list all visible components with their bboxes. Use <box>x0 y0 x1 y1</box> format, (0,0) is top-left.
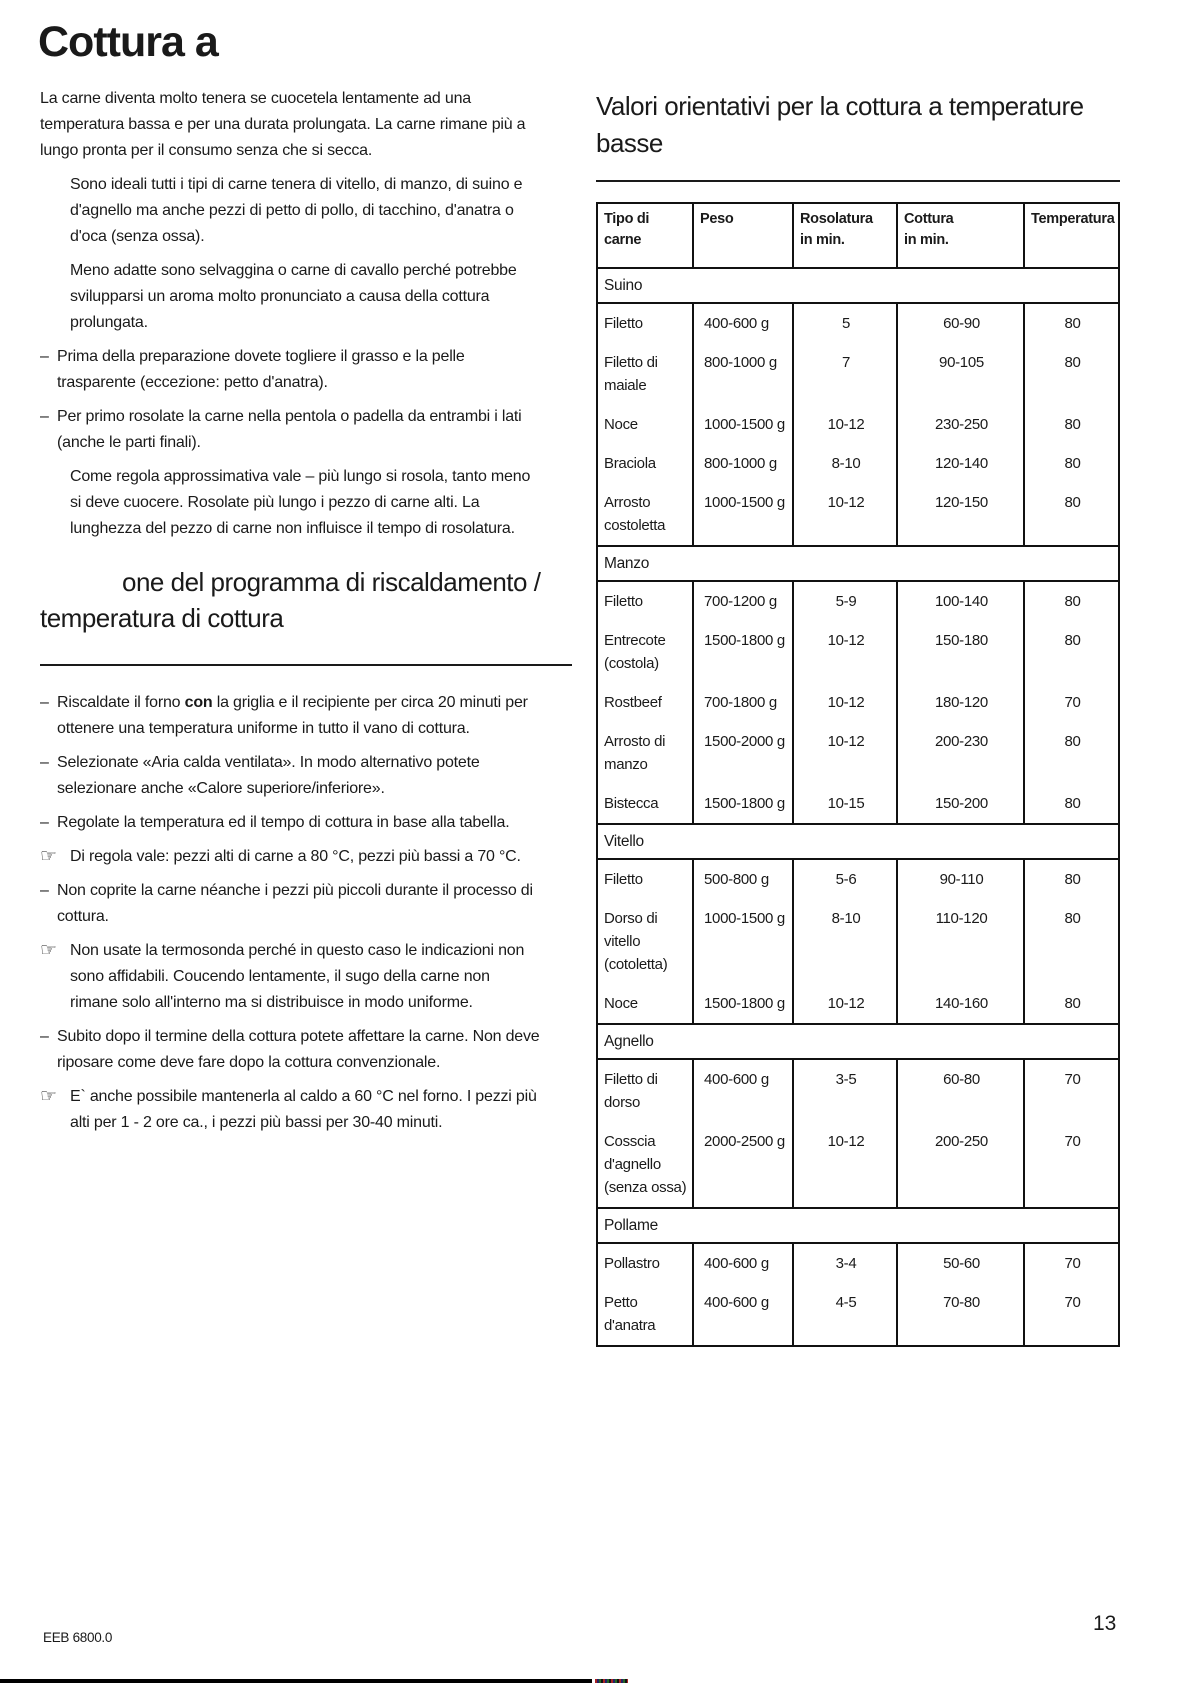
weight-cell: 400-600 g <box>693 1283 793 1346</box>
pointing-hand-icon: ☞ <box>40 846 57 867</box>
category-label: Manzo <box>597 546 1119 581</box>
left-column <box>40 86 540 1144</box>
dash-bullet: – <box>40 814 49 831</box>
list-item <box>40 750 540 802</box>
meat-type-cell: Arrosto costoletta <box>597 483 693 546</box>
paragraph: Come regola approssimativa vale – più lungo si rosola, tanto meno si deve cuocere. Rosolate più lungo i pezzo di carne alti. La lunghezza del pezzo di carne non influisce il tempo di rosolatura. <box>70 468 531 537</box>
table-row <box>597 405 1119 444</box>
table-category-row <box>597 268 1119 303</box>
section-title <box>40 564 572 666</box>
cooking-cell: 90-105 <box>897 343 1024 405</box>
table-category-row <box>597 824 1119 859</box>
paragraph: La carne diventa molto tenera se cuocetela lentamente ad una temperatura bassa e per una durata prolungata. La carne rimane più a lungo pronta per il consumo senza che si secca. <box>40 90 526 159</box>
dash-bullet: – <box>40 1028 49 1045</box>
category-label: Vitello <box>597 824 1119 859</box>
weight-cell: 500-800 g <box>693 859 793 899</box>
searing-cell: 10-12 <box>793 722 897 784</box>
meat-type-cell: Cosscia d'agnello (senza ossa) <box>597 1122 693 1208</box>
temperature-cell: 70 <box>1024 683 1119 722</box>
cooking-cell: 150-200 <box>897 784 1024 824</box>
list-item <box>40 344 540 396</box>
table-category-row <box>597 546 1119 581</box>
weight-cell: 400-600 g <box>693 1243 793 1283</box>
cooking-cell: 120-140 <box>897 444 1024 483</box>
temperature-cell: 80 <box>1024 581 1119 621</box>
dash-bullet: – <box>40 882 49 899</box>
searing-cell: 5-6 <box>793 859 897 899</box>
cooking-cell: 110-120 <box>897 899 1024 984</box>
list-item <box>40 690 540 742</box>
cooking-cell: 50-60 <box>897 1243 1024 1283</box>
weight-cell: 1500-1800 g <box>693 984 793 1024</box>
section-title-line2: temperatura di cottura <box>40 603 284 633</box>
cooking-cell: 140-160 <box>897 984 1024 1024</box>
table-row <box>597 483 1119 546</box>
list-item <box>40 878 540 930</box>
table-category-row <box>597 1208 1119 1243</box>
table-row <box>597 303 1119 343</box>
category-label: Pollame <box>597 1208 1119 1243</box>
cooking-cell: 90-110 <box>897 859 1024 899</box>
column-header: Peso <box>693 203 793 268</box>
table-category-row <box>597 1024 1119 1059</box>
list-item <box>40 1024 540 1076</box>
column-header: Rosolatura in min. <box>793 203 897 268</box>
weight-cell: 700-1200 g <box>693 581 793 621</box>
weight-cell: 1500-2000 g <box>693 722 793 784</box>
meat-type-cell: Arrosto di manzo <box>597 722 693 784</box>
searing-cell: 10-15 <box>793 784 897 824</box>
print-mark-bar <box>0 1679 592 1683</box>
meat-type-cell: Filetto <box>597 859 693 899</box>
item-text: Non coprite la carne néanche i pezzi più piccoli durante il processo di cottura. <box>57 882 533 925</box>
cooking-cell: 70-80 <box>897 1283 1024 1346</box>
temperature-cell: 80 <box>1024 722 1119 784</box>
cooking-cell: 200-250 <box>897 1122 1024 1208</box>
list-item <box>40 810 540 836</box>
page-title: Cottura a <box>38 18 218 66</box>
item-text: Riscaldate il forno con la griglia e il recipiente per circa 20 minuti per ottenere una temperatura uniforme in tutto il vano di cottura. <box>57 694 528 737</box>
temperature-cell: 70 <box>1024 1283 1119 1346</box>
meat-type-cell: Noce <box>597 984 693 1024</box>
temperature-cell: 80 <box>1024 343 1119 405</box>
meat-type-cell: Dorso di vitello (cotoletta) <box>597 899 693 984</box>
meat-type-cell: Filetto <box>597 581 693 621</box>
meat-type-cell: Noce <box>597 405 693 444</box>
weight-cell: 1500-1800 g <box>693 784 793 824</box>
weight-cell: 800-1000 g <box>693 343 793 405</box>
paragraph: Meno adatte sono selvaggina o carne di cavallo perché potrebbe svilupparsi un aroma molto pronunciato a causa della cottura prolungata. <box>70 262 517 331</box>
temperature-cell: 80 <box>1024 784 1119 824</box>
searing-cell: 5-9 <box>793 581 897 621</box>
meat-type-cell: Filetto di maiale <box>597 343 693 405</box>
dash-bullet: – <box>40 694 49 711</box>
list-item <box>40 404 540 456</box>
table-row <box>597 984 1119 1024</box>
note-item <box>40 844 540 870</box>
cooking-cell: 60-80 <box>897 1059 1024 1122</box>
page-number: 13 <box>1093 1612 1117 1635</box>
table-row <box>597 784 1119 824</box>
searing-cell: 8-10 <box>793 444 897 483</box>
weight-cell: 800-1000 g <box>693 444 793 483</box>
table-row <box>597 1059 1119 1122</box>
table-section-title-line1: Valori orientativi per la cottura a temperature <box>596 91 1084 121</box>
print-mark-registration <box>595 1679 628 1683</box>
temperature-cell: 80 <box>1024 444 1119 483</box>
searing-cell: 10-12 <box>793 405 897 444</box>
note-item <box>40 1084 540 1136</box>
meat-type-cell: Rostbeef <box>597 683 693 722</box>
meat-type-cell: Pollastro <box>597 1243 693 1283</box>
dash-bullet: – <box>40 754 49 771</box>
item-text: Selezionate «Aria calda ventilata». In modo alternativo potete selezionare anche «Calore superiore/inferiore». <box>57 754 480 797</box>
paragraph: Sono ideali tutti i tipi di carne tenera di vitello, di manzo, di suino e d'agnello ma anche pezzi di petto di pollo, di tacchino, d'anatra o d'oca (senza ossa). <box>70 176 523 245</box>
temperature-cell: 80 <box>1024 483 1119 546</box>
item-text: Per primo rosolate la carne nella pentola o padella da entrambi i lati (anche le parti finali). <box>57 408 522 451</box>
temperature-cell: 80 <box>1024 303 1119 343</box>
weight-cell: 2000-2500 g <box>693 1122 793 1208</box>
cooking-cell: 100-140 <box>897 581 1024 621</box>
item-text: Prima della preparazione dovete togliere il grasso e la pelle trasparente (eccezione: petto d'anatra). <box>57 348 465 391</box>
searing-cell: 7 <box>793 343 897 405</box>
cooking-cell: 180-120 <box>897 683 1024 722</box>
column-header: Cottura in min. <box>897 203 1024 268</box>
item-text: Non usate la termosonda perché in questo caso le indicazioni non sono affidabili. Coucendo lentamente, il sugo della carne non rimane solo all'interno ma si distribuisce in modo uniforme. <box>70 942 525 1011</box>
meat-type-cell: Petto d'anatra <box>597 1283 693 1346</box>
searing-cell: 10-12 <box>793 683 897 722</box>
table-row <box>597 899 1119 984</box>
item-text: E` anche possibile mantenerla al caldo a 60 °C nel forno. I pezzi più alti per 1 - 2 ore ca., i pezzi più bassi per 30-40 minuti. <box>70 1088 537 1131</box>
searing-cell: 8-10 <box>793 899 897 984</box>
table-row <box>597 1283 1119 1346</box>
pointing-hand-icon: ☞ <box>40 940 57 961</box>
table-section-title <box>596 88 1120 182</box>
meat-type-cell: Braciola <box>597 444 693 483</box>
weight-cell: 1500-1800 g <box>693 621 793 683</box>
item-text: Di regola vale: pezzi alti di carne a 80 °C, pezzi più bassi a 70 °C. <box>70 848 521 865</box>
meat-type-cell: Entrecote (costola) <box>597 621 693 683</box>
temperature-cell: 70 <box>1024 1059 1119 1122</box>
category-label: Suino <box>597 268 1119 303</box>
category-label: Agnello <box>597 1024 1119 1059</box>
table-row <box>597 621 1119 683</box>
temperature-cell: 80 <box>1024 899 1119 984</box>
table-section-title-line2: basse <box>596 128 663 158</box>
weight-cell: 400-600 g <box>693 303 793 343</box>
searing-cell: 4-5 <box>793 1283 897 1346</box>
searing-cell: 10-12 <box>793 984 897 1024</box>
temperature-cell: 80 <box>1024 405 1119 444</box>
item-text: Subito dopo il termine della cottura potete affettare la carne. Non deve riposare come deve fare dopo la cottura convenzionale. <box>57 1028 540 1071</box>
meat-type-cell: Bistecca <box>597 784 693 824</box>
temperature-cell: 80 <box>1024 621 1119 683</box>
weight-cell: 1000-1500 g <box>693 405 793 444</box>
meat-type-cell: Filetto <box>597 303 693 343</box>
column-header: Temperatura <box>1024 203 1119 268</box>
meat-type-cell: Filetto di dorso <box>597 1059 693 1122</box>
dash-bullet: – <box>40 408 49 425</box>
table-row <box>597 1243 1119 1283</box>
searing-cell: 10-12 <box>793 1122 897 1208</box>
right-column <box>596 88 1120 1347</box>
pointing-hand-icon: ☞ <box>40 1086 57 1107</box>
searing-cell: 5 <box>793 303 897 343</box>
searing-cell: 3-5 <box>793 1059 897 1122</box>
table-row <box>597 444 1119 483</box>
temperature-cell: 80 <box>1024 859 1119 899</box>
searing-cell: 10-12 <box>793 621 897 683</box>
table-header-row <box>597 203 1119 268</box>
table-row <box>597 343 1119 405</box>
weight-cell: 1000-1500 g <box>693 899 793 984</box>
cooking-cell: 200-230 <box>897 722 1024 784</box>
cooking-values-table <box>596 202 1120 1347</box>
searing-cell: 10-12 <box>793 483 897 546</box>
weight-cell: 700-1800 g <box>693 683 793 722</box>
column-header: Tipo di carne <box>597 203 693 268</box>
temperature-cell: 80 <box>1024 984 1119 1024</box>
temperature-cell: 70 <box>1024 1243 1119 1283</box>
weight-cell: 1000-1500 g <box>693 483 793 546</box>
table-row <box>597 859 1119 899</box>
cooking-cell: 60-90 <box>897 303 1024 343</box>
table-row <box>597 722 1119 784</box>
table-row <box>597 1122 1119 1208</box>
table-row <box>597 581 1119 621</box>
dash-bullet: – <box>40 348 49 365</box>
note-item <box>40 938 540 1016</box>
cooking-cell: 120-150 <box>897 483 1024 546</box>
cooking-cell: 230-250 <box>897 405 1024 444</box>
searing-cell: 3-4 <box>793 1243 897 1283</box>
table-row <box>597 683 1119 722</box>
temperature-cell: 70 <box>1024 1122 1119 1208</box>
cooking-cell: 150-180 <box>897 621 1024 683</box>
item-text: Regolate la temperatura ed il tempo di cottura in base alla tabella. <box>57 814 510 831</box>
model-number: EEB 6800.0 <box>43 1630 113 1645</box>
section-title-line1: one del programma di riscaldamento / <box>122 567 541 597</box>
weight-cell: 400-600 g <box>693 1059 793 1122</box>
